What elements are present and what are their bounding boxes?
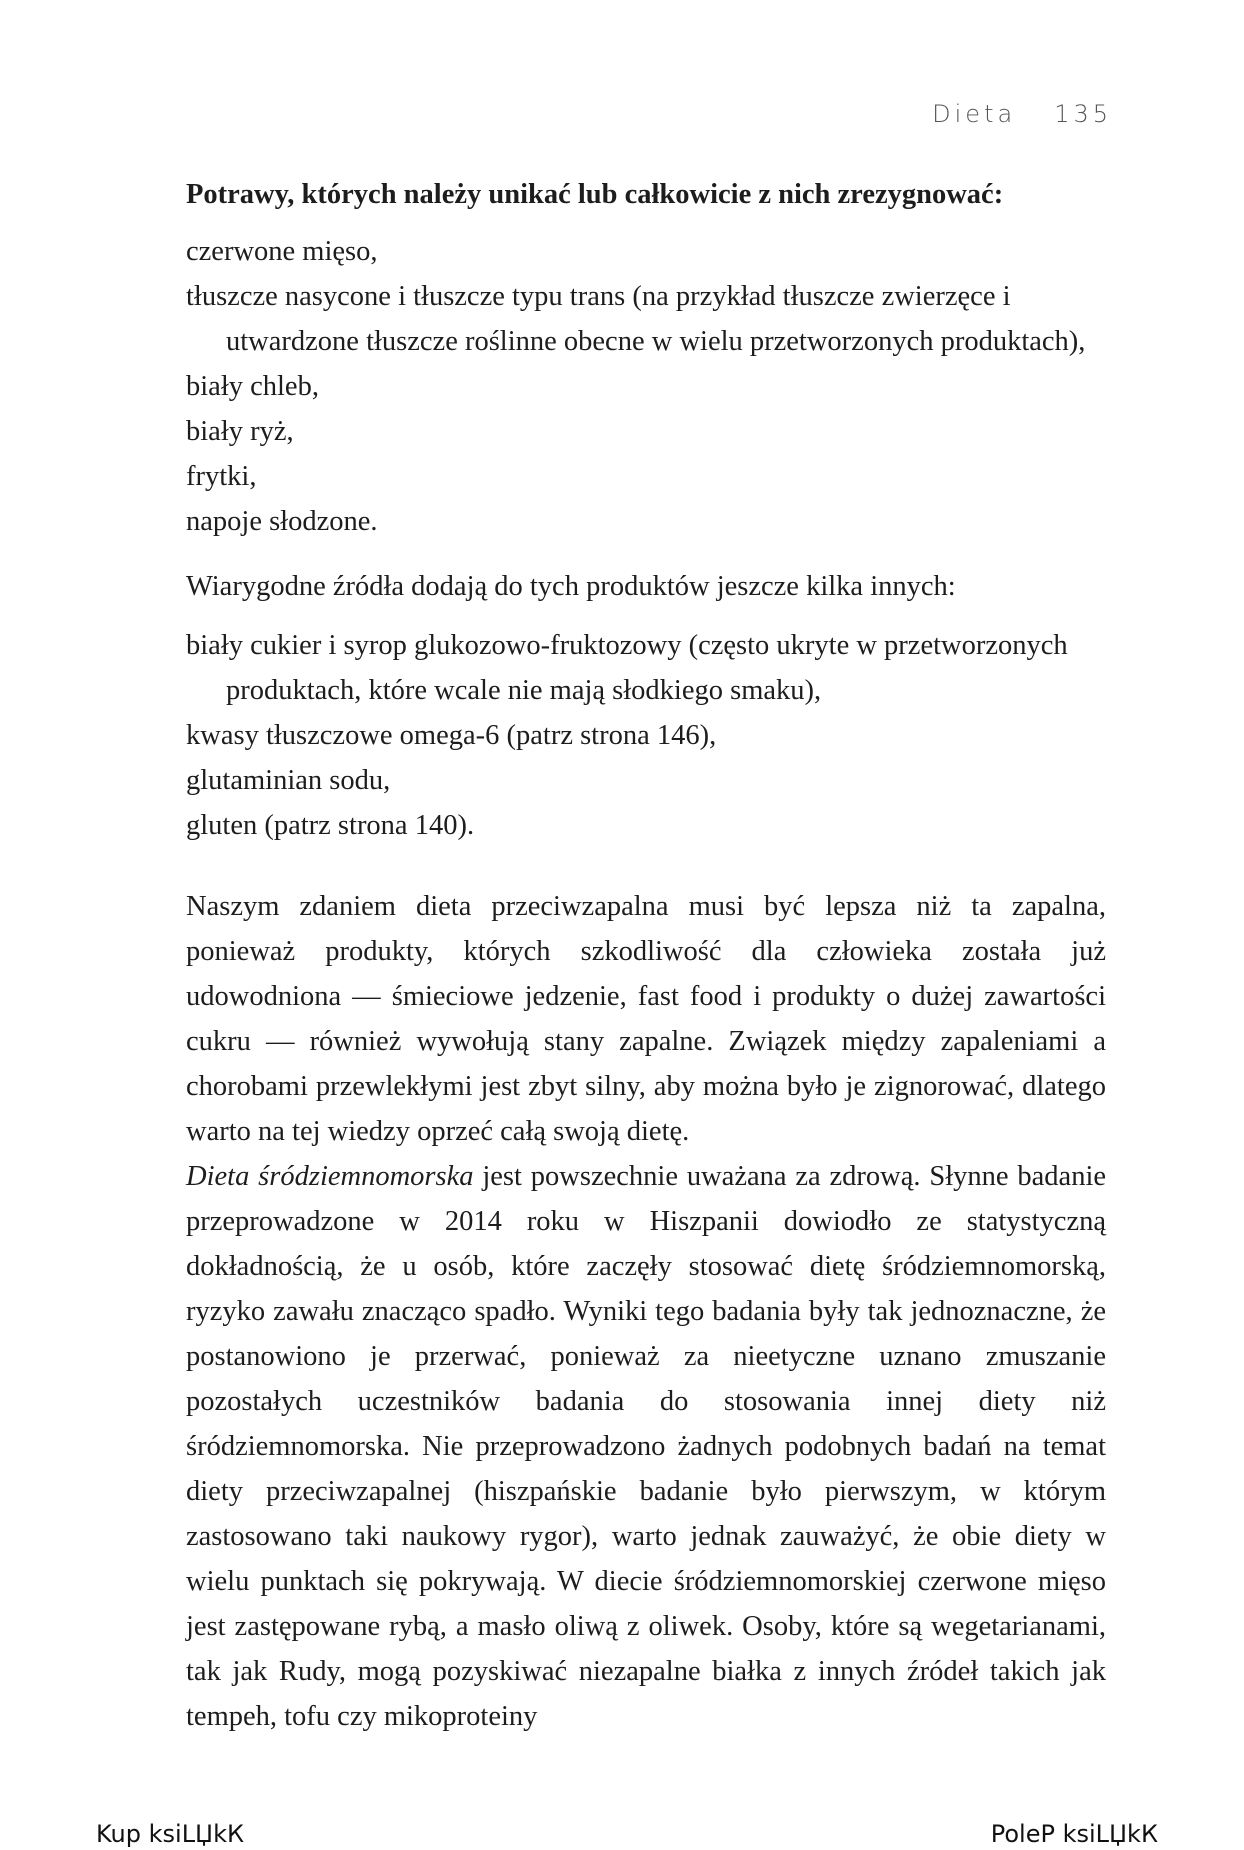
page-content: [186, 172, 1106, 1739]
avoid-foods-section: [186, 172, 1106, 544]
avoid-foods-heading: Potrawy, których należy unikać lub całkowicie z nich zrezygnować:: [186, 179, 1004, 210]
list-item: frytki,: [186, 461, 257, 492]
additional-foods-section: [186, 564, 1106, 848]
list-item: tłuszcze nasycone i tłuszcze typu trans (na przykład tłuszcze zwierzęce i utwardzone tłuszcze roślinne obecne w wielu przetworzonych produktach),: [186, 281, 1086, 357]
list-item: kwasy tłuszczowe omega-6 (patrz strona 146),: [186, 720, 717, 751]
italic-term: Dieta śródziemnomorska: [186, 1161, 474, 1192]
list-item: czerwone mięso,: [186, 236, 378, 267]
additional-foods-list: [186, 623, 1106, 848]
paragraph-text: jest powszechnie uważana za zdrową. Słynne badanie przeprowadzone w 2014 roku w Hiszpanii dowiodło ze statystyczną dokładnością, że u osób, które zaczęły stosować dietę śródziemnomorską, ryzyko zawału znacząco spadło. Wyniki tego badania były tak jednoznaczne, że postanowiono je przerwać, ponieważ za nieetyczne uznano zmuszanie pozostałych uczestników badania do stosowania innej diety niż śródziemnomorska. Nie przeprowadzono żadnych podobnych badań na temat diety przeciwzapalnej (hiszpańskie badanie było pierwszym, w którym zastosowano taki naukowy rygor), warto jednak zauważyć, że obie diety w wielu punktach się pokrywają. W diecie śródziemnomorskiej czerwone mięso jest zastępowane rybą, a masło oliwą z oliwek. Osoby, które są wegetarianami, tak jak Rudy, mogą pozyskiwać niezapalne białka z innych źródeł takich jak tempeh, tofu czy mikoproteiny: [186, 1161, 1107, 1732]
recommend-book-link[interactable]: PoleР ksiLЏkК: [990, 1820, 1158, 1848]
list-item: napoje słodzone.: [186, 506, 378, 537]
additional-foods-intro: Wiarygodne źródła dodają do tych produktów jeszcze kilka innych:: [186, 571, 956, 602]
list-item: biały cukier i syrop glukozowo-fruktozowy (często ukryte w przetworzonych produktach, które wcale nie mają słodkiego smaku),: [186, 630, 1068, 706]
list-item: glutaminian sodu,: [186, 765, 391, 796]
buy-book-link[interactable]: Kup ksiLЏkК: [96, 1820, 245, 1848]
running-head: [932, 100, 1112, 128]
body-paragraph: Naszym zdaniem dieta przeciwzapalna musi być lepsza niż ta zapalna, ponieważ produkty, których szkodliwość dla człowieka została już udowodniona — śmieciowe jedzenie, fast food i produkty o dużej zawartości cukru — również wywołują stany zapalne. Związek między zapaleniami a chorobami przewlekłymi jest zbyt silny, aby można było je zignorować, dlatego warto na tej wiedzy oprzeć całą swoją dietę.: [186, 891, 1106, 1147]
body-paragraph: [186, 1154, 1106, 1739]
running-title: Dieta: [932, 100, 1017, 128]
list-item: gluten (patrz strona 140).: [186, 810, 475, 841]
list-item: biały chleb,: [186, 371, 319, 402]
page-number: 135: [1054, 100, 1112, 128]
avoid-foods-list: [186, 229, 1106, 544]
list-item: biały ryż,: [186, 416, 294, 447]
